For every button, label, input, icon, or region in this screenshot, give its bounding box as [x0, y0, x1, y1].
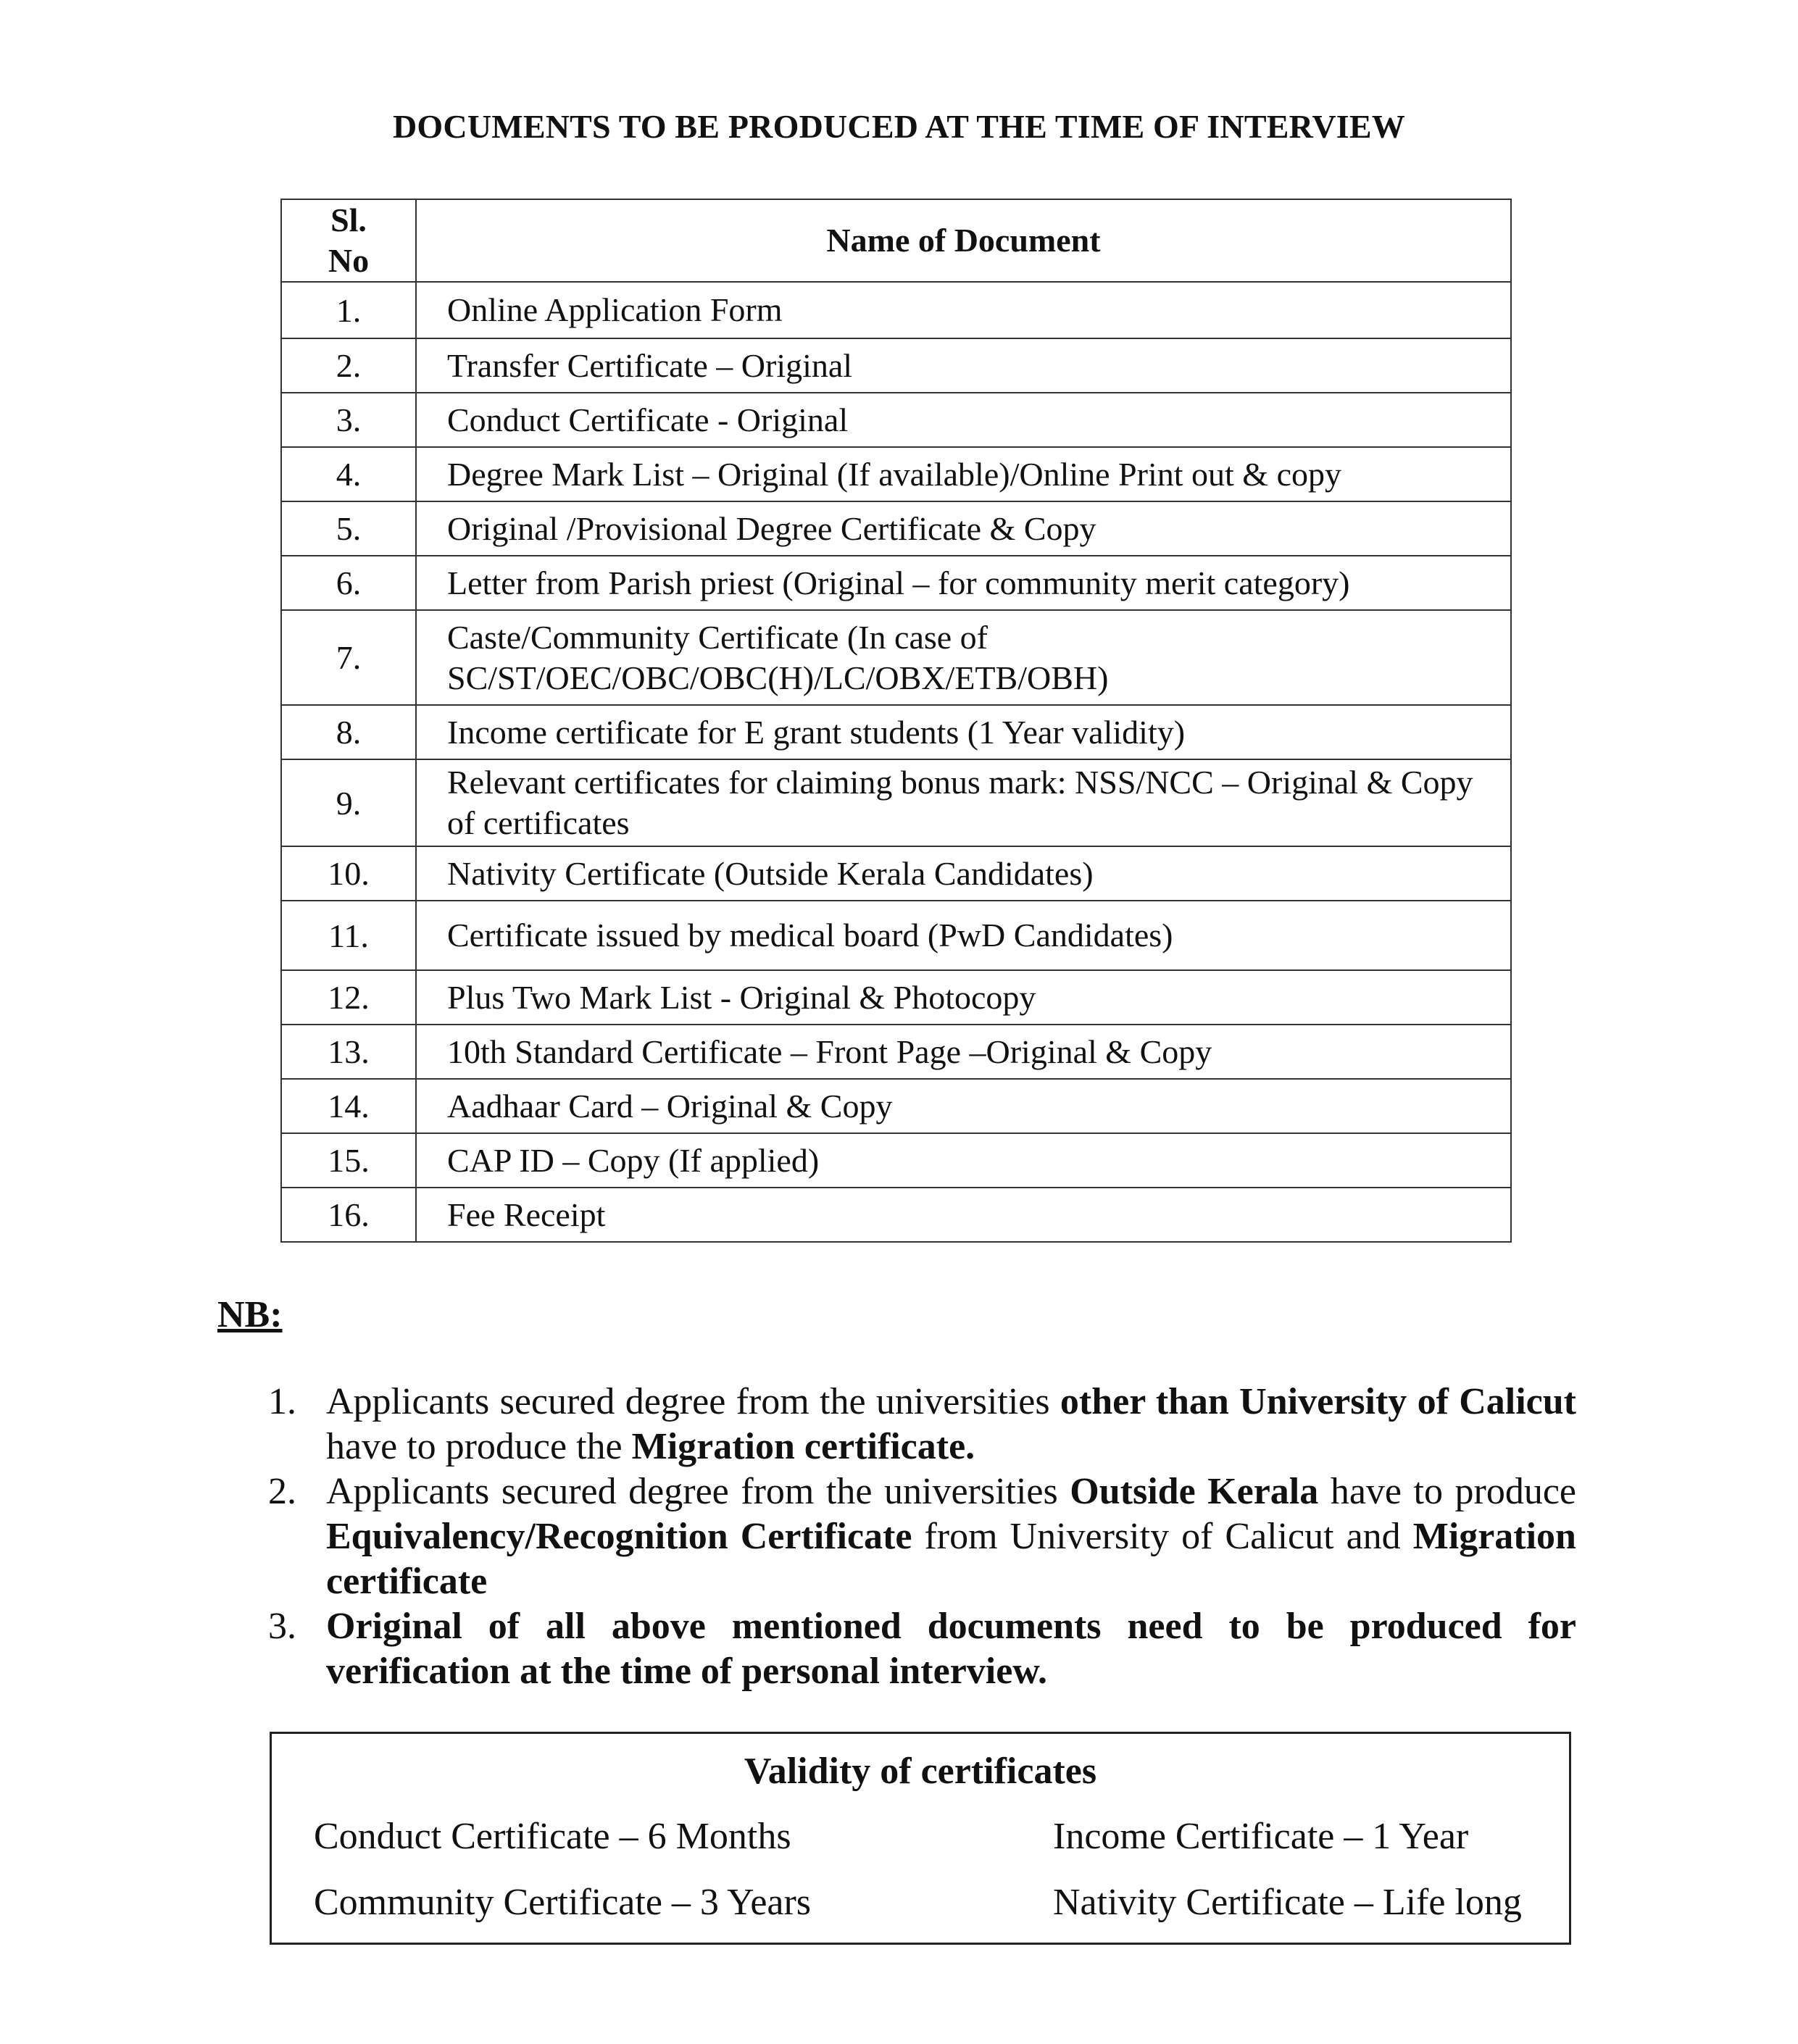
document-name: Fee Receipt	[416, 1188, 1511, 1242]
document-name: Income certificate for E grant students (1 Year validity)	[416, 705, 1511, 759]
table-row	[281, 1133, 1511, 1188]
document-name: Caste/Community Certificate (In case of SC/ST/OEC/OBC/OBC(H)/LC/OBX/ETB/OBH)	[416, 610, 1511, 705]
sl-number: 13.	[281, 1025, 416, 1079]
page-title: DOCUMENTS TO BE PRODUCED AT THE TIME OF INTERVIEW	[393, 108, 1405, 145]
sl-number: 10.	[281, 846, 416, 901]
document-name: Degree Mark List – Original (If available)/Online Print out & copy	[416, 447, 1511, 501]
sl-number: 3.	[281, 393, 416, 447]
table-row	[281, 338, 1511, 393]
nb-bold-text: other than University of Calicut	[1060, 1381, 1576, 1422]
table-row	[281, 1025, 1511, 1079]
sl-number: 15.	[281, 1133, 416, 1188]
sl-number: 8.	[281, 705, 416, 759]
document-name: Conduct Certificate - Original	[416, 393, 1511, 447]
nb-bold-text: Migration certificate.	[631, 1426, 975, 1467]
header-sl-no	[281, 199, 416, 282]
nb-bold-text: Outside Kerala	[1070, 1471, 1319, 1512]
nb-bold-text: Migration certificate	[326, 1516, 1576, 1602]
header-sl-line2: No	[328, 242, 370, 279]
table-row	[281, 705, 1511, 759]
table-row	[281, 1079, 1511, 1133]
document-name: Aadhaar Card – Original & Copy	[416, 1079, 1511, 1133]
nb-text: from University of Calicut and	[912, 1516, 1413, 1557]
document-name: Letter from Parish priest (Original – for community merit category)	[416, 556, 1511, 610]
validity-income: Income Certificate – 1 Year	[1053, 1816, 1469, 1857]
nb-bold-text: Original of all above mentioned documents need to be produced for verification at the time of personal interview.	[326, 1606, 1576, 1692]
validity-community: Community Certificate – 3 Years	[314, 1882, 812, 1923]
sl-number: 11.	[281, 901, 416, 970]
document-name: Plus Two Mark List - Original & Photocopy	[416, 970, 1511, 1025]
table-row	[281, 556, 1511, 610]
validity-conduct: Conduct Certificate – 6 Months	[314, 1816, 791, 1857]
nb-item	[268, 1604, 1576, 1694]
validity-nativity: Nativity Certificate – Life long	[1053, 1882, 1522, 1923]
table-row	[281, 610, 1511, 705]
table-row	[281, 846, 1511, 901]
sl-number: 4.	[281, 447, 416, 501]
table-header-row	[281, 199, 1511, 282]
sl-number: 7.	[281, 610, 416, 705]
sl-number: 5.	[281, 501, 416, 556]
validity-box	[270, 1732, 1571, 1945]
header-name-of-document: Name of Document	[416, 199, 1511, 282]
nb-item-number: 1.	[268, 1381, 296, 1422]
table-row	[281, 1188, 1511, 1242]
nb-item	[268, 1380, 1576, 1469]
nb-text: Applicants secured degree from the universities	[326, 1381, 1060, 1422]
document-name: Original /Provisional Degree Certificate & Copy	[416, 501, 1511, 556]
nb-text: have to produce	[1318, 1471, 1576, 1512]
document-name: Online Application Form	[416, 282, 1511, 338]
table-row	[281, 282, 1511, 338]
sl-number: 16.	[281, 1188, 416, 1242]
nb-label: NB:	[217, 1294, 283, 1335]
document-name: Transfer Certificate – Original	[416, 338, 1511, 393]
table-row	[281, 501, 1511, 556]
document-name: Certificate issued by medical board (PwD Candidates)	[416, 901, 1511, 970]
nb-item-number: 3.	[268, 1606, 296, 1647]
document-name: Relevant certificates for claiming bonus mark: NSS/NCC – Original & Copy of certificates	[416, 759, 1511, 846]
document-name: CAP ID – Copy (If applied)	[416, 1133, 1511, 1188]
table-row	[281, 970, 1511, 1025]
nb-bold-text: Equivalency/Recognition Certificate	[326, 1516, 912, 1557]
sl-number: 1.	[281, 282, 416, 338]
document-name: 10th Standard Certificate – Front Page –Original & Copy	[416, 1025, 1511, 1079]
sl-number: 14.	[281, 1079, 416, 1133]
table-row	[281, 759, 1511, 846]
document-name: Nativity Certificate (Outside Kerala Candidates)	[416, 846, 1511, 901]
nb-list	[268, 1380, 1576, 1694]
nb-text: Applicants secured degree from the universities	[326, 1471, 1070, 1512]
sl-number: 6.	[281, 556, 416, 610]
nb-item-number: 2.	[268, 1471, 296, 1512]
validity-title: Validity of certificates	[744, 1751, 1097, 1792]
header-sl-line1: Sl.	[330, 201, 367, 238]
nb-item	[268, 1469, 1576, 1604]
sl-number: 2.	[281, 338, 416, 393]
nb-text: have to produce the	[326, 1426, 632, 1467]
table-row	[281, 393, 1511, 447]
documents-table	[280, 199, 1512, 1243]
table-row	[281, 901, 1511, 970]
sl-number: 9.	[281, 759, 416, 846]
table-row	[281, 447, 1511, 501]
sl-number: 12.	[281, 970, 416, 1025]
